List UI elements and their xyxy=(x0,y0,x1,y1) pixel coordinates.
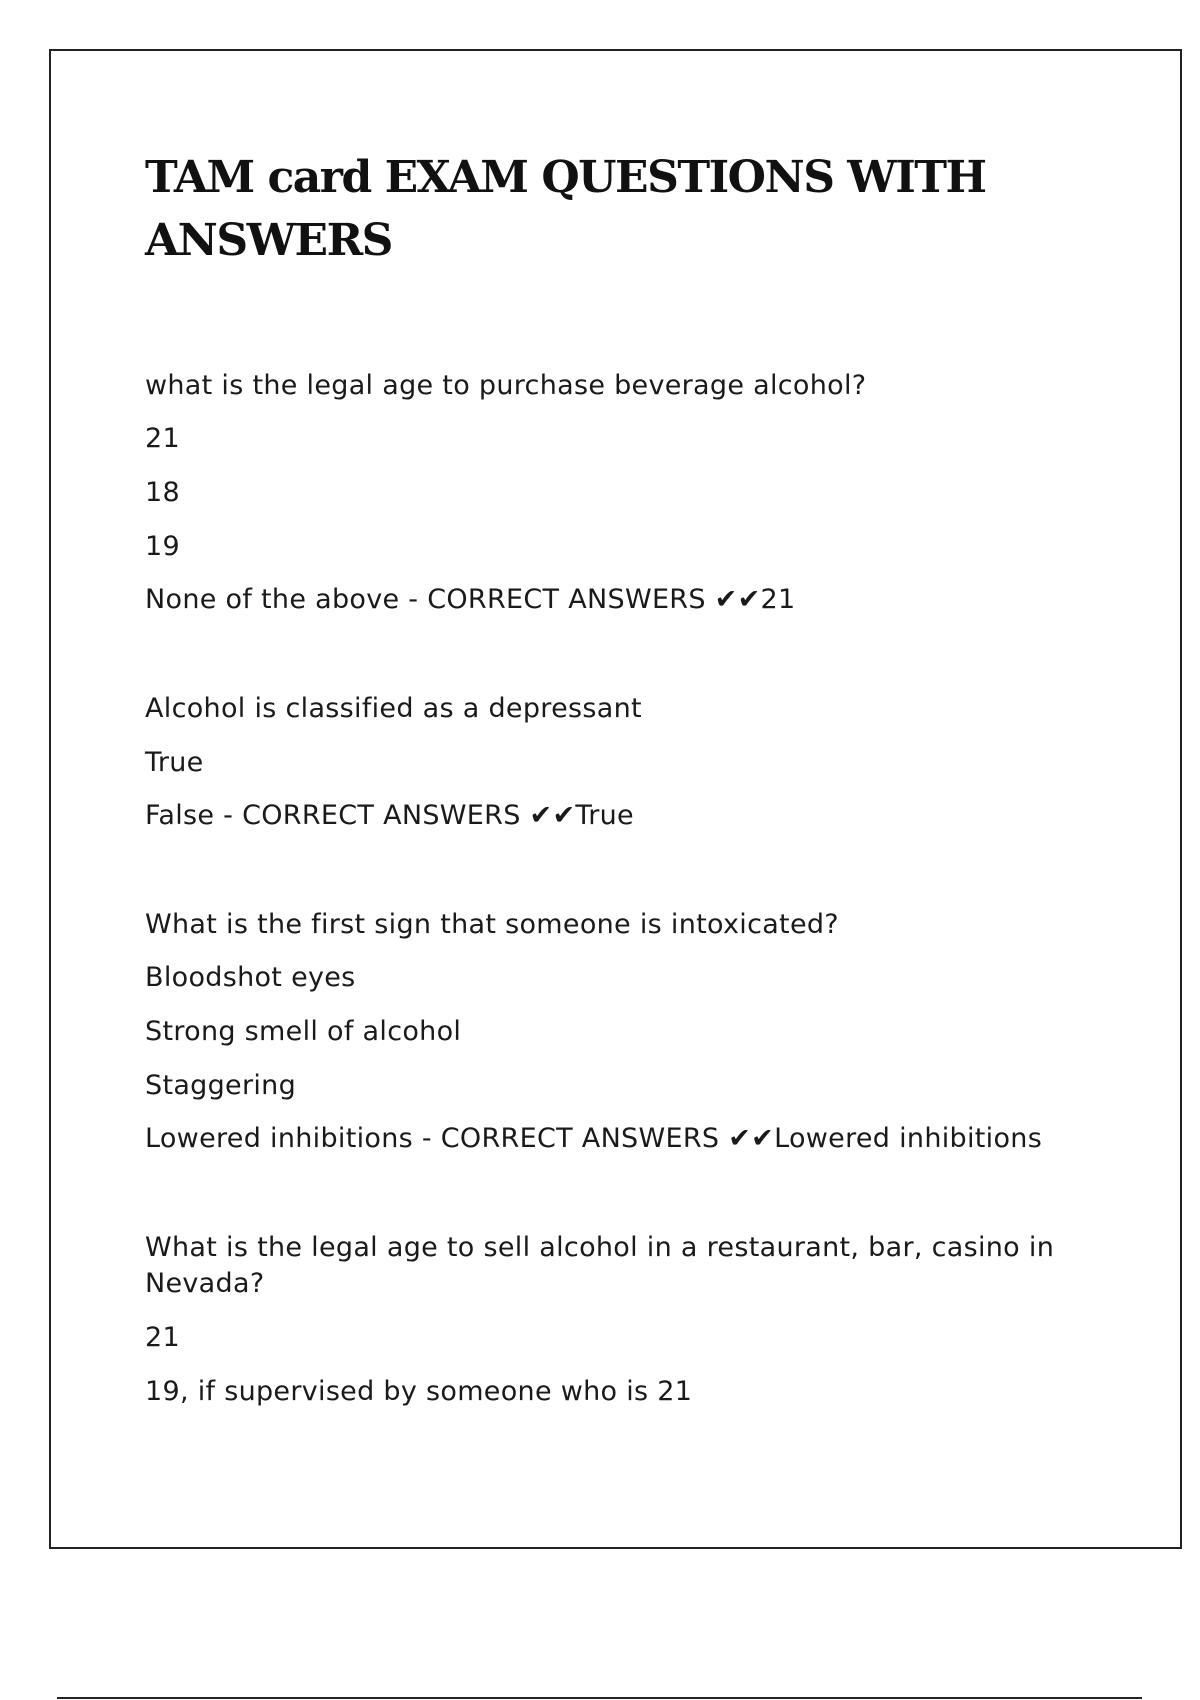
question-3-text: What is the first sign that someone is intoxicated? xyxy=(145,909,839,940)
question-1-option-2: 18 xyxy=(145,477,180,508)
question-4-option-2: 19, if supervised by someone who is 21 xyxy=(145,1376,693,1407)
question-2-answer-line: False - CORRECT ANSWERS ✔✔True xyxy=(145,800,634,831)
question-1-option-3: 19 xyxy=(145,531,180,562)
footer-divider xyxy=(57,1697,1142,1699)
question-2-option-1: True xyxy=(145,747,204,778)
question-4-option-1: 21 xyxy=(145,1322,180,1353)
question-3-option-2: Strong smell of alcohol xyxy=(145,1016,462,1047)
question-3-option-3: Staggering xyxy=(145,1070,297,1101)
page-title: TAM card EXAM QUESTIONS WITH ANSWERS xyxy=(145,152,986,266)
question-1-option-1: 21 xyxy=(145,423,180,454)
question-2-text: Alcohol is classified as a depressant xyxy=(145,693,642,724)
question-3-option-1: Bloodshot eyes xyxy=(145,962,356,993)
question-4-text: What is the legal age to sell alcohol in a restaurant, bar, casino in Nevada? xyxy=(145,1232,1055,1299)
question-3-answer-line: Lowered inhibitions - CORRECT ANSWERS ✔✔Lowered inhibitions xyxy=(145,1123,1043,1154)
question-1-answer-line: None of the above - CORRECT ANSWERS ✔✔21 xyxy=(145,584,796,615)
question-1-text: what is the legal age to purchase beverage alcohol? xyxy=(145,370,867,401)
